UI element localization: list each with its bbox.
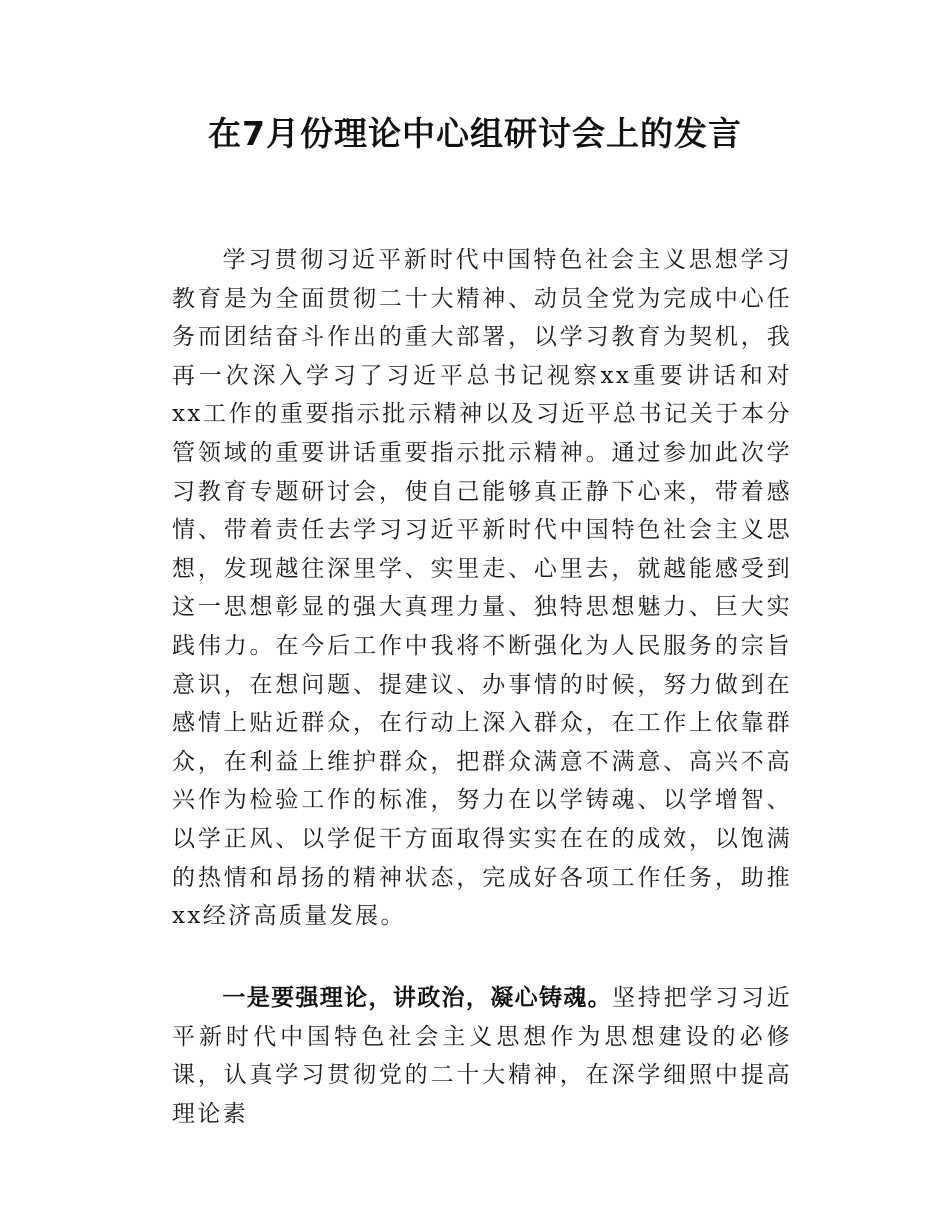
body-paragraph-2 <box>172 979 792 1133</box>
paragraph-2-lead-heading: 一是要强理论，讲政治，凝心铸魂。 <box>222 985 613 1011</box>
body-paragraph-1 <box>172 241 792 936</box>
paragraph-1-text: 学习贯彻习近平新时代中国特色社会主义思想学习教育是为全面贯彻二十大精神、动员全党为完成中心任务而团结奋斗作出的重大部署，以学习教育为契机，我再一次深入学习了习近平总书记视察xx重要讲话和对xx工作的重要指示批示精神以及习近平总书记关于本分管领域的重要讲话重要指示批示精神。通过参加此次学习教育专题研讨会，使自己能够真正静下心来，带着感情、带着责任去学习习近平新时代中国特色社会主义思想，发现越往深里学、实里走、心里去，就越能感受到这一思想彰显的强大真理力量、独特思想魅力、巨大实践伟力。在今后工作中我将不断强化为人民服务的宗旨意识，在想问题、提建议、办事情的时候，努力做到在感情上贴近群众，在行动上深入群众，在工作上依靠群众，在利益上维护群众，把群众满意不满意、高兴不高兴作为检验工作的标准，努力在以学铸魂、以学增智、以学正风、以学促干方面取得实实在在的成效，以饱满的热情和昂扬的精神状态，完成好各项工作任务，助推xx经济高质量发展。 <box>172 247 792 930</box>
document-title: 在7月份理论中心组研讨会上的发言 <box>208 114 742 153</box>
paragraph-2-text: 坚持把学习习近平新时代中国特色社会主义思想作为思想建设的必修课，认真学习贯彻党的二十大精神，在深学细照中提高理论素 <box>172 985 792 1127</box>
